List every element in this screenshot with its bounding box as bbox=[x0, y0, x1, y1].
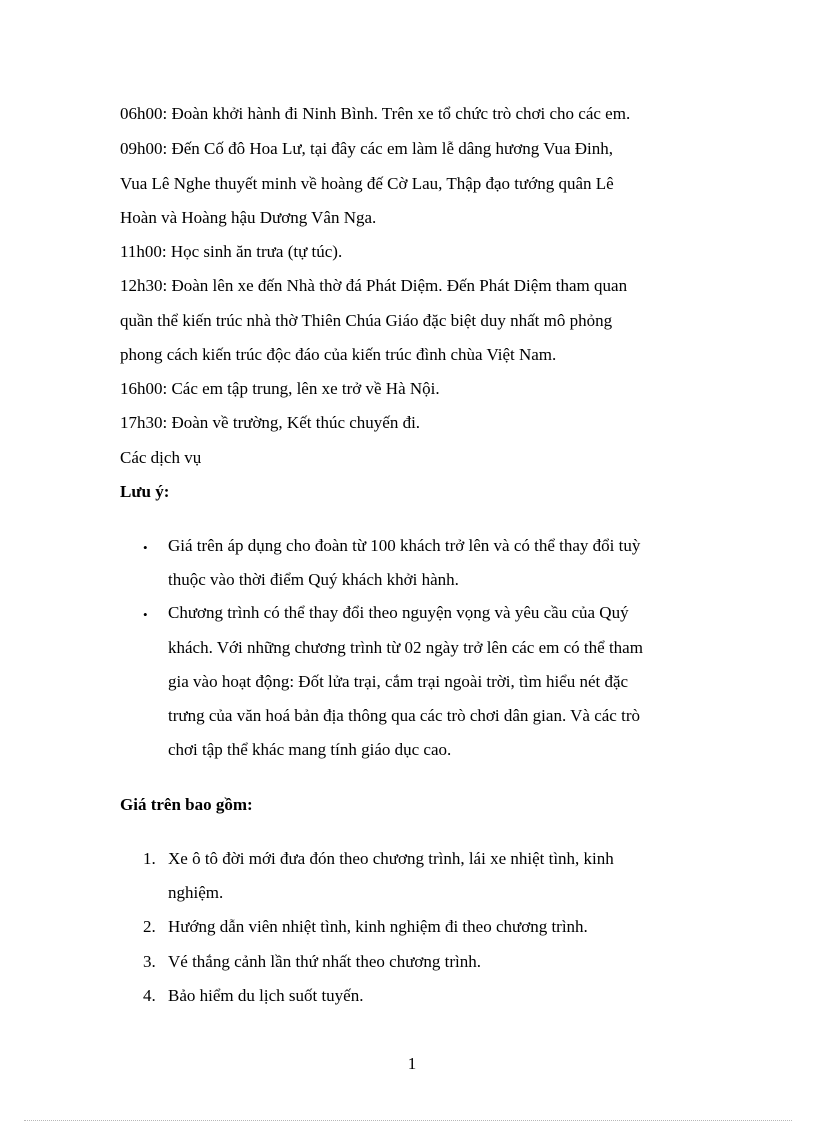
note-line: gia vào hoạt động: Đốt lửa trại, cắm trại ngoài trời, tìm hiểu nét đặc bbox=[168, 672, 629, 691]
list-number: 3. bbox=[143, 952, 156, 971]
list-number: 4. bbox=[143, 986, 156, 1005]
page-bottom-rule bbox=[24, 1120, 792, 1121]
services-label: Các dịch vụ bbox=[120, 448, 202, 467]
schedule-line: quần thể kiến trúc nhà thờ Thiên Chúa Giáo đặc biệt duy nhất mô phỏng bbox=[120, 311, 613, 330]
schedule-line: 11h00: Học sinh ăn trưa (tự túc). bbox=[120, 242, 343, 261]
note-line: khách. Với những chương trình từ 02 ngày trở lên các em có thể tham bbox=[168, 638, 643, 657]
included-line: nghiệm. bbox=[168, 883, 224, 902]
schedule-line: 12h30: Đoàn lên xe đến Nhà thờ đá Phát Diệm. Đến Phát Diệm tham quan bbox=[120, 276, 628, 295]
schedule-line: 17h30: Đoàn về trường, Kết thúc chuyến đi. bbox=[120, 413, 421, 432]
note-line: Chương trình có thể thay đổi theo nguyện vọng và yêu cầu của Quý bbox=[168, 603, 629, 622]
note-line: thuộc vào thời điểm Quý khách khởi hành. bbox=[168, 570, 459, 589]
schedule-line: 09h00: Đến Cố đô Hoa Lư, tại đây các em làm lễ dâng hương Vua Đinh, bbox=[120, 139, 613, 158]
included-line: Bảo hiểm du lịch suốt tuyến. bbox=[168, 986, 364, 1005]
note-line: trưng của văn hoá bản địa thông qua các trò chơi dân gian. Và các trò bbox=[168, 706, 640, 725]
list-number: 1. bbox=[143, 849, 156, 868]
schedule-line: Hoàn và Hoàng hậu Dương Vân Nga. bbox=[120, 208, 377, 227]
schedule-line: phong cách kiến trúc độc đáo của kiến trúc đình chùa Việt Nam. bbox=[120, 345, 557, 364]
schedule-line: 16h00: Các em tập trung, lên xe trở về Hà Nội. bbox=[120, 379, 440, 398]
page-number: 1 bbox=[407, 1054, 417, 1073]
note-line: chơi tập thể khác mang tính giáo dục cao. bbox=[168, 740, 452, 759]
included-line: Vé thắng cảnh lần thứ nhất theo chương trình. bbox=[168, 952, 482, 971]
list-number: 2. bbox=[143, 917, 156, 936]
included-heading: Giá trên bao gồm: bbox=[120, 795, 253, 814]
included-line: Hướng dẫn viên nhiệt tình, kinh nghiệm đi theo chương trình. bbox=[168, 917, 588, 936]
note-line: Giá trên áp dụng cho đoàn từ 100 khách trở lên và có thể thay đổi tuỳ bbox=[168, 536, 641, 555]
schedule-line: Vua Lê Nghe thuyết minh về hoàng đế Cờ Lau, Thập đạo tướng quân Lê bbox=[120, 174, 614, 193]
bullet-icon: • bbox=[143, 607, 148, 622]
schedule-line: 06h00: Đoàn khởi hành đi Ninh Bình. Trên xe tổ chức trò chơi cho các em. bbox=[120, 104, 631, 123]
included-line: Xe ô tô đời mới đưa đón theo chương trình, lái xe nhiệt tình, kinh bbox=[168, 849, 614, 868]
notes-heading: Lưu ý: bbox=[120, 482, 170, 501]
bullet-icon: • bbox=[143, 540, 148, 555]
